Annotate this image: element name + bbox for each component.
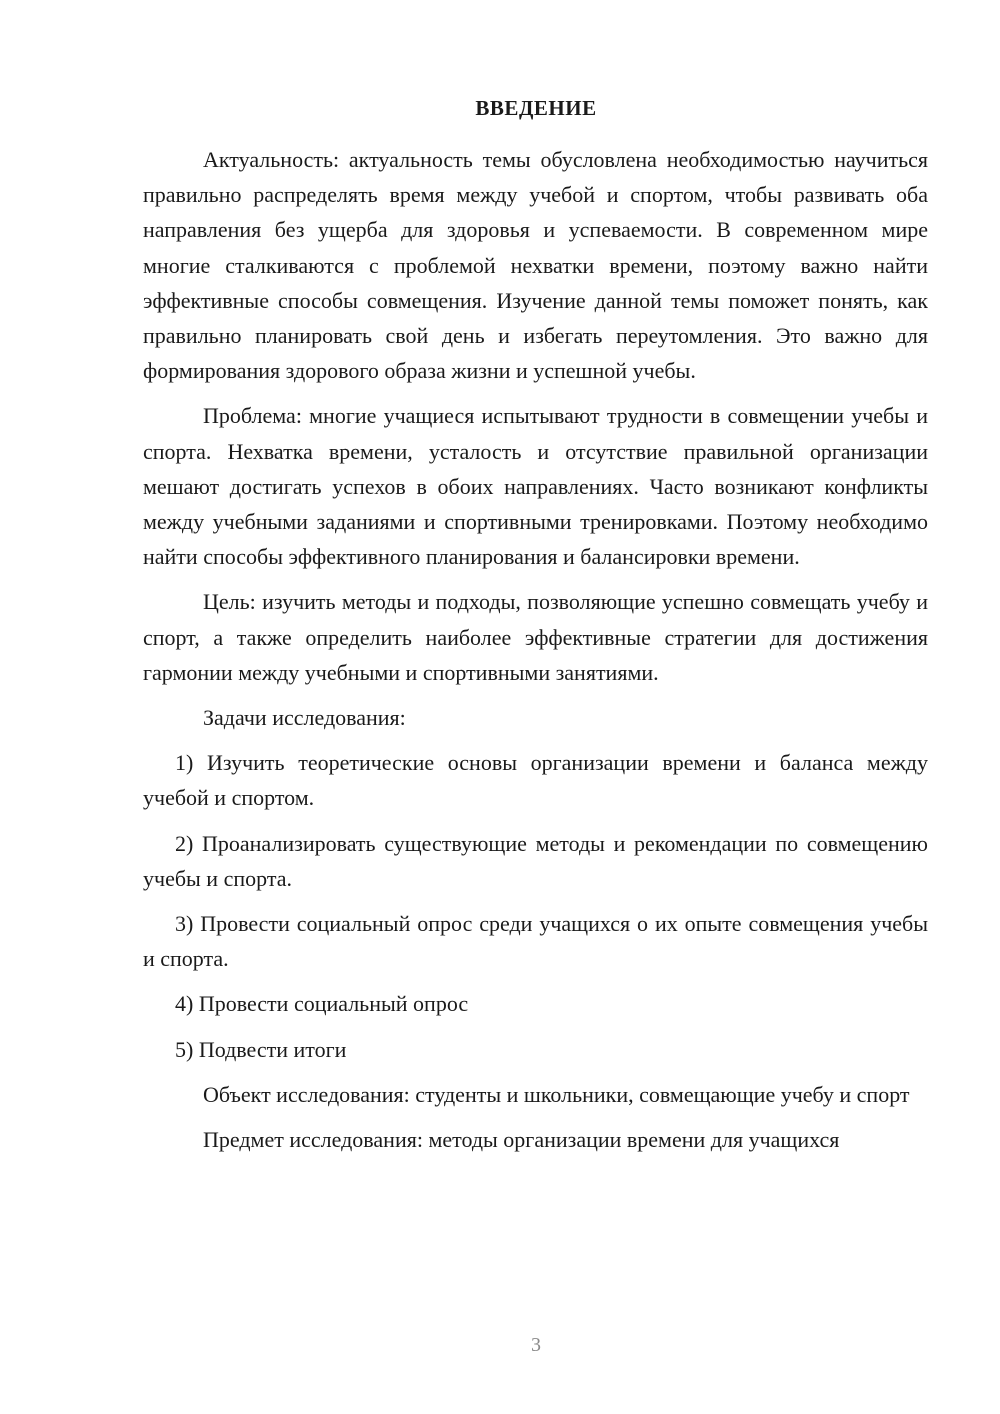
task-item-2: 2) Проанализировать существующие методы и рекомендации по совмещению учебы и спорта. (143, 830, 928, 891)
task-item-4: 4) Провести социальный опрос (175, 991, 469, 1017)
task-item-5: 5) Подвести итоги (175, 1036, 347, 1062)
task-item-3: 3) Провести социальный опрос среди учащихся о их опыте совмещения учебы и спорта. (143, 911, 928, 972)
tasks-title: Задачи исследования: (203, 705, 406, 731)
problem-paragraph: Проблема: многие учащиеся испытывают трудности в совмещении учебы и спорта. Нехватка времени, усталость и отсутствие правильной организации мешают достигать успехов в обоих направлениях. Часто возникают конфликты между учебными заданиями и спортивными тренировками. Поэтому необходимо найти способы эффективного планирования и балансировки времени. (143, 403, 928, 570)
page-heading: ВВЕДЕНИЕ (475, 96, 597, 120)
relevance-paragraph: Актуальность: актуальность темы обусловлена необходимостью научиться правильно распределять время между учебой и спортом, чтобы развивать оба направления без ущерба для здоровья и успеваемости. В современном мире многие сталкиваются с проблемой нехватки времени, поэтому важно найти эффективные способы совмещения. Изучение данной темы поможет понять, как правильно планировать свой день и избегать переутомления. Это важно для формирования здорового образа жизни и успешной учебы. (143, 147, 928, 384)
subject-paragraph: Предмет исследования: методы организации времени для учащихся (203, 1127, 840, 1153)
page-number: 3 (531, 1334, 541, 1356)
object-paragraph: Объект исследования: студенты и школьники, совмещающие учебу и спорт (203, 1081, 910, 1107)
task-item-1: 1) Изучить теоретические основы организации времени и баланса между учебой и спортом. (143, 750, 928, 811)
document-body (143, 142, 928, 1167)
goal-paragraph: Цель: изучить методы и подходы, позволяющие успешно совмещать учебу и спорт, а также определить наиболее эффективные стратегии для достижения гармонии между учебными и спортивными занятиями. (143, 589, 928, 685)
